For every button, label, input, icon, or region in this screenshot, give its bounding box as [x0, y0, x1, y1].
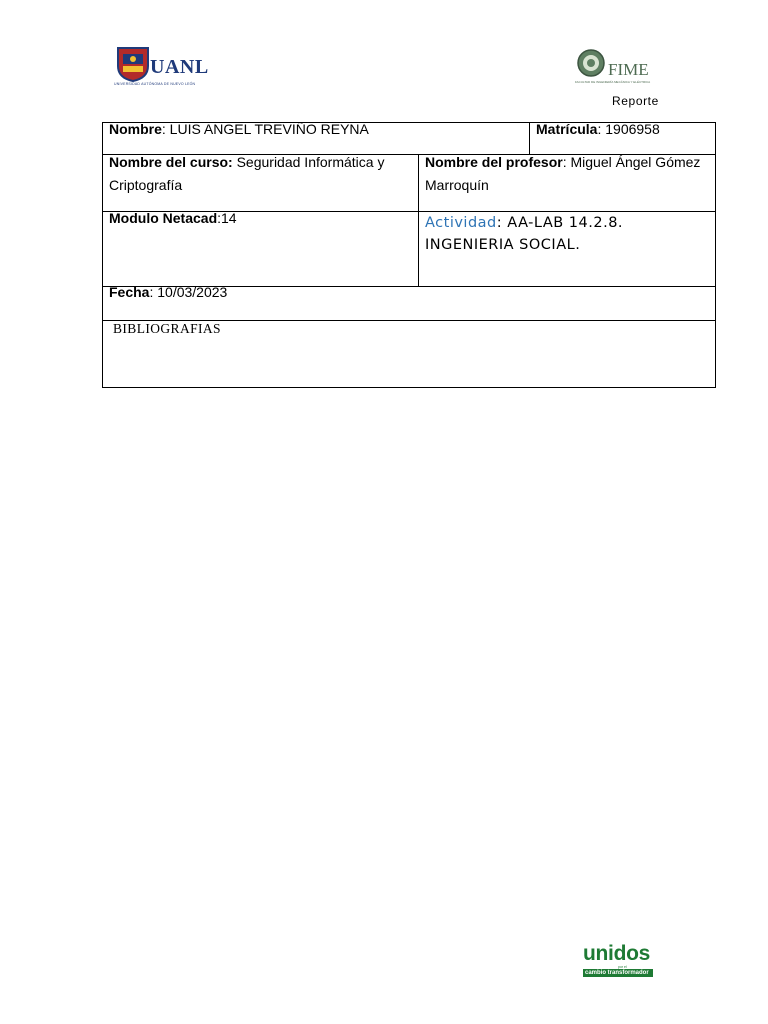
profesor-value-line2: Marroquín	[425, 177, 489, 193]
actividad-value-line2: INGENIERIA SOCIAL.	[425, 237, 581, 253]
profesor-value-line1: : Miguel Ángel Gómez	[562, 154, 701, 170]
uanl-logo	[114, 44, 210, 88]
fime-seal-icon	[577, 48, 605, 78]
matricula-cell	[530, 118, 715, 141]
actividad-value-line1: : AA-LAB 14.2.8.	[496, 215, 624, 231]
actividad-cell	[419, 212, 715, 256]
curso-cell	[103, 151, 418, 197]
unidos-bar: cambio transformador	[583, 969, 653, 977]
fime-logo	[575, 46, 655, 88]
fecha-label: Fecha	[109, 284, 150, 300]
bibliografias-cell	[103, 317, 715, 340]
matricula-value: : 1906958	[597, 121, 660, 137]
nombre-cell	[103, 118, 529, 141]
bibliografias-label: BIBLIOGRAFIAS	[113, 321, 221, 336]
actividad-label: Actividad	[425, 215, 497, 231]
matricula-label: Matrícula	[536, 121, 598, 137]
fime-subtext: FACULTAD DE INGENIERÍA MECÁNICA Y ELÉCTRICA	[575, 80, 651, 84]
modulo-label: Modulo Netacad	[109, 210, 218, 226]
unidos-small-text: por el	[618, 965, 627, 969]
fime-wordmark: FIME	[608, 60, 649, 79]
curso-value-line2: Criptografía	[109, 177, 183, 193]
profesor-label: Nombre del profesor	[425, 154, 563, 170]
unidos-wordmark: unidos	[583, 942, 651, 965]
profesor-cell	[419, 151, 715, 197]
uanl-subtext: UNIVERSIDAD AUTÓNOMA DE NUEVO LEÓN	[114, 82, 196, 86]
curso-label: Nombre del curso:	[109, 154, 233, 170]
nombre-label: Nombre	[109, 121, 162, 137]
report-label: Reporte	[612, 94, 659, 108]
fecha-cell	[103, 281, 715, 304]
curso-value-line1: Seguridad Informática y	[232, 154, 385, 170]
nombre-value: : LUIS ANGEL TREVIÑO REYNA	[161, 121, 369, 137]
modulo-value: :14	[217, 210, 237, 226]
unidos-logo	[582, 942, 654, 978]
modulo-cell	[103, 207, 418, 230]
uanl-wordmark: UANL	[150, 56, 209, 78]
uanl-shield-icon	[116, 46, 150, 82]
fecha-value: : 10/03/2023	[149, 284, 228, 300]
